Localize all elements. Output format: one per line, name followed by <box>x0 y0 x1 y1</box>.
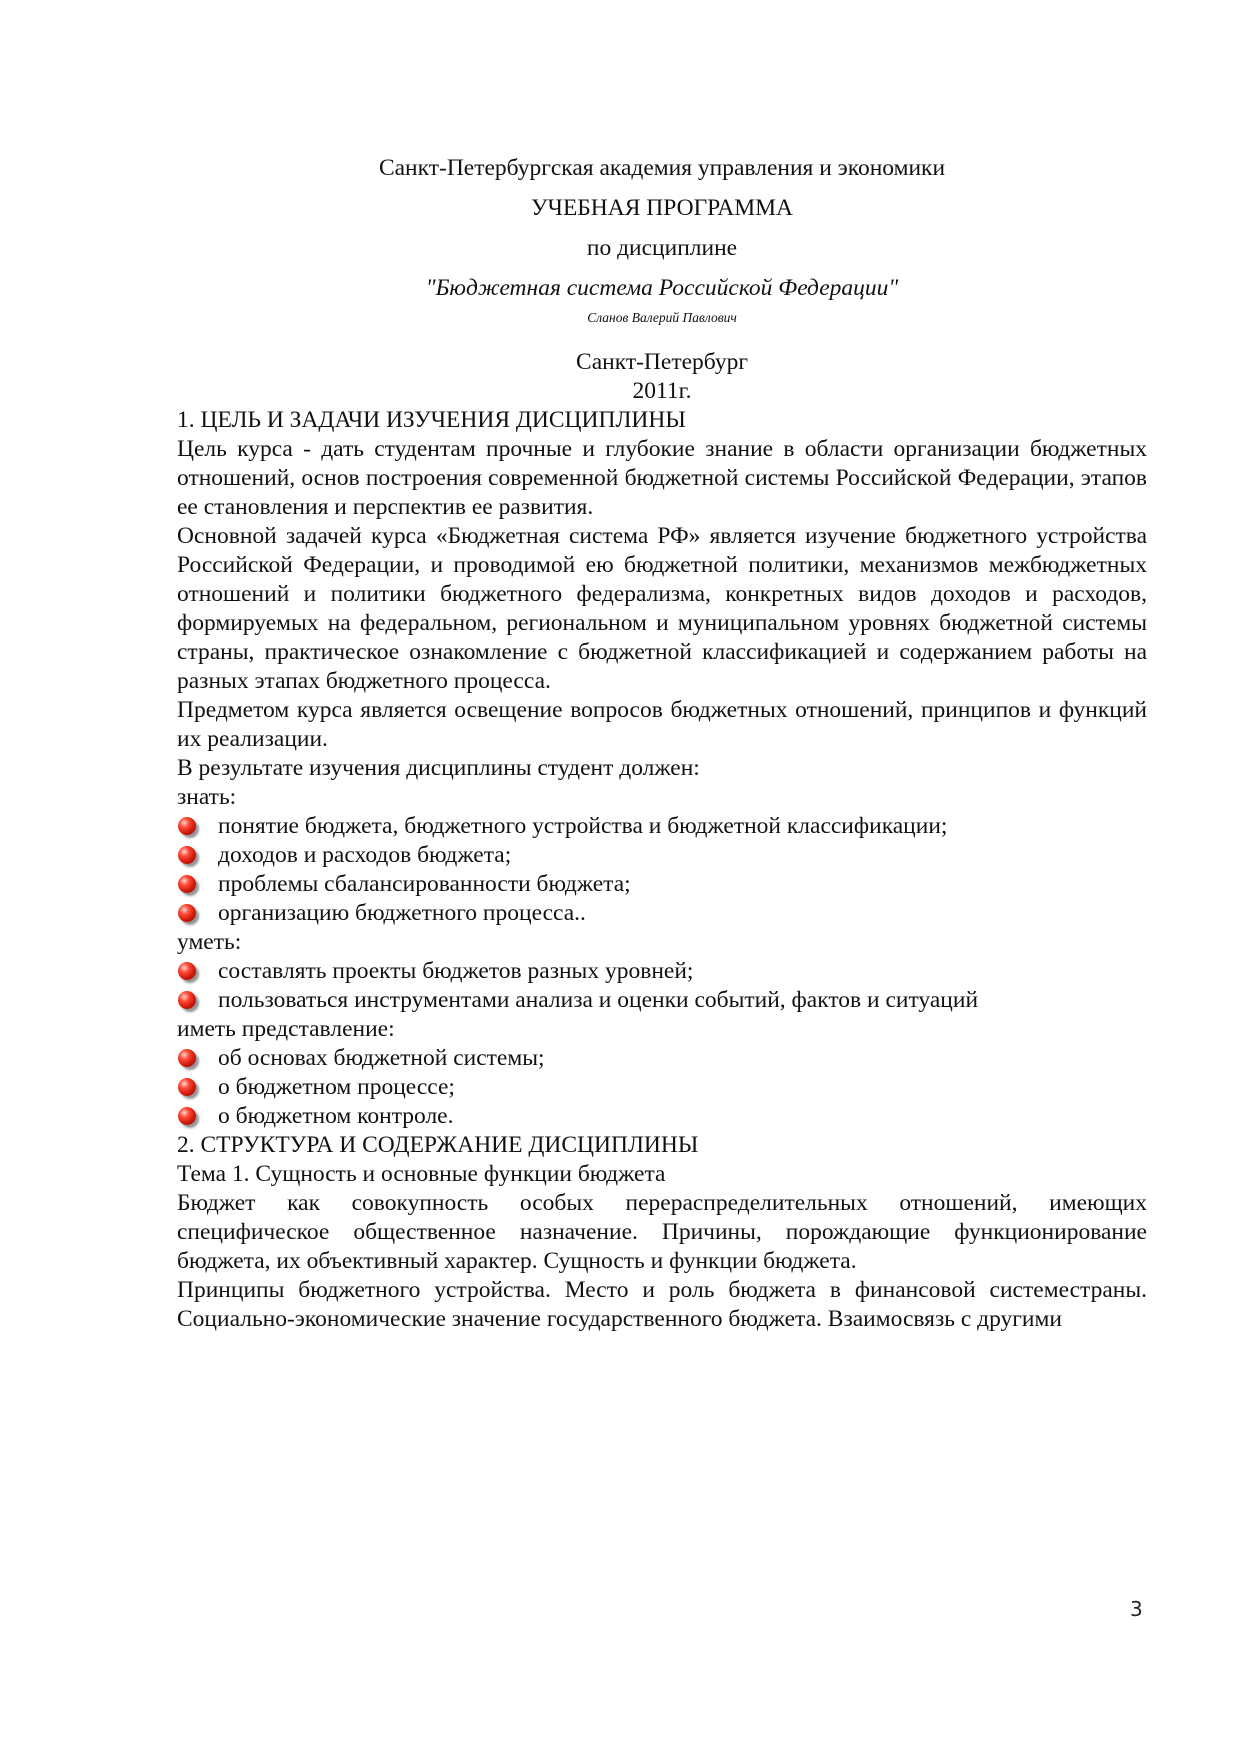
idea-list <box>177 1044 1147 1131</box>
red-ball-bullet-icon <box>178 962 196 980</box>
section-1-heading: 1. ЦЕЛЬ И ЗАДАЧИ ИЗУЧЕНИЯ ДИСЦИПЛИНЫ <box>177 407 686 433</box>
organization-name: Санкт-Петербургская академия управления и экономики <box>378 155 946 181</box>
list-item-text: организацию бюджетного процесса.. <box>218 900 586 926</box>
subject-paragraph: Предметом курса является освещение вопросов бюджетных отношений, принципов и функций их реализации. <box>177 697 1147 752</box>
discipline-title: "Бюджетная система Российской Федерации" <box>425 275 899 301</box>
red-ball-bullet-icon <box>178 904 196 922</box>
city: Санкт-Петербург <box>576 349 748 375</box>
red-ball-bullet-icon <box>178 875 196 893</box>
know-list <box>177 812 1147 928</box>
list-item <box>177 899 1147 928</box>
list-item-text: о бюджетном контроле. <box>218 1103 454 1129</box>
list-item-text: о бюджетном процессе; <box>218 1074 455 1100</box>
list-item <box>177 812 1147 841</box>
red-ball-bullet-icon <box>178 991 196 1009</box>
section-2-heading: 2. СТРУКТУРА И СОДЕРЖАНИЕ ДИСЦИПЛИНЫ <box>177 1132 699 1158</box>
discipline-label: по дисциплине <box>586 235 738 261</box>
list-item-text: проблемы сбалансированности бюджета; <box>218 871 631 897</box>
can-label: уметь: <box>177 929 242 955</box>
list-item-text: доходов и расходов бюджета; <box>218 842 512 868</box>
list-item <box>177 1044 1147 1073</box>
page-number: 3 <box>1130 1597 1143 1621</box>
red-ball-bullet-icon <box>178 1107 196 1125</box>
list-item-text: об основах бюджетной системы; <box>218 1045 545 1071</box>
list-item <box>177 986 1147 1015</box>
goal-paragraph: Цель курса - дать студентам прочные и глубокие знание в области организации бюджетных отношений, основ построения современной бюджетной системы Российской Федерации, этапов ее становления и перспектив ее развития. <box>177 436 1147 520</box>
topic-1-title: Тема 1. Сущность и основные функции бюджета <box>177 1161 666 1187</box>
red-ball-bullet-icon <box>178 846 196 864</box>
red-ball-bullet-icon <box>178 1049 196 1067</box>
list-item <box>177 957 1147 986</box>
result-intro: В результате изучения дисциплины студент должен: <box>177 755 700 781</box>
task-paragraph: Основной задачей курса «Бюджетная система РФ» является изучение бюджетного устройства Российской Федерации, и проводимой ею бюджетной политики, механизмов межбюджетных отношений и политики бюджетного федерализма, конкретных видов доходов и расходов, формируемых на федеральном, региональном и муниципальном уровнях бюджетной системы страны, практическое ознакомление с бюджетной классификацией и содержанием работы на разных этапах бюджетного процесса. <box>177 523 1147 694</box>
list-item <box>177 870 1147 899</box>
list-item-text: пользоваться инструментами анализа и оценки событий, фактов и ситуаций <box>218 987 979 1013</box>
author-name: Сланов Валерий Павлович <box>587 310 737 325</box>
list-item <box>177 1073 1147 1102</box>
topic-1-paragraph: Бюджет как совокупность особых перераспределительных отношений, имеющих специфическое общественное назначение. Причины, порождающие функционирование бюджета, их объективный характер. Сущность и функции бюджета. <box>177 1190 1147 1274</box>
red-ball-bullet-icon <box>178 1078 196 1096</box>
red-ball-bullet-icon <box>178 817 196 835</box>
know-label: знать: <box>177 784 237 810</box>
list-item-text: понятие бюджета, бюджетного устройства и бюджетной классификации; <box>218 813 948 839</box>
page-content <box>177 154 1147 1334</box>
list-item <box>177 1102 1147 1131</box>
idea-label: иметь представление: <box>177 1016 395 1042</box>
can-list <box>177 957 1147 1015</box>
program-title: УЧЕБНАЯ ПРОГРАММА <box>531 195 793 221</box>
year: 2011г. <box>632 378 692 404</box>
topic-1-paragraph-2: Принципы бюджетного устройства. Место и роль бюджета в финансовой системестраны. Социально-экономические значение государственного бюджета. Взаимосвязь с другими <box>177 1277 1147 1332</box>
list-item <box>177 841 1147 870</box>
list-item-text: составлять проекты бюджетов разных уровней; <box>218 958 694 984</box>
